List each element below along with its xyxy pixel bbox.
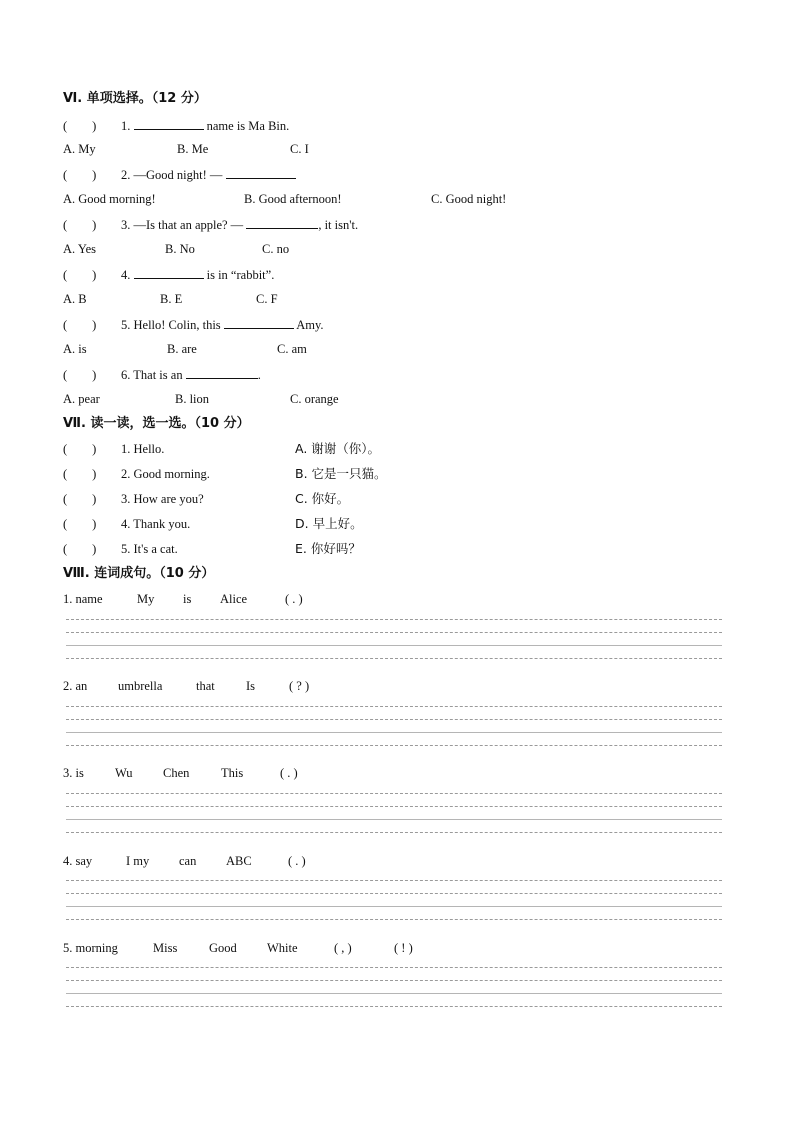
chinese-meaning: D. 早上好。 [295, 516, 363, 531]
section6-title: Ⅵ. 单项选择。（12 分） [63, 91, 207, 106]
option-a[interactable]: A. is [63, 342, 87, 356]
scrambled-word: This [221, 766, 244, 780]
guide-line [66, 645, 722, 646]
option-a[interactable]: A. Yes [63, 242, 97, 256]
question-number: 2. [121, 168, 131, 182]
chinese-meaning: C. 你好。 [295, 491, 350, 506]
scrambled-word: that [196, 679, 215, 693]
guide-line [66, 1006, 722, 1007]
answer-paren[interactable]: ( ) [63, 368, 97, 382]
option-b[interactable]: B. E [160, 292, 183, 306]
answer-paren[interactable]: ( ) [63, 168, 97, 182]
answer-paren[interactable]: ( ) [63, 318, 97, 332]
question-text-pre: That is an [130, 368, 183, 382]
answer-paren[interactable]: ( ) [63, 517, 97, 531]
guide-line [66, 619, 722, 620]
fill-blank[interactable] [224, 316, 294, 329]
question-text-pre: —Is that an apple? — [130, 218, 244, 232]
scrambled-word: Miss [153, 941, 178, 955]
scrambled-word: ( ! ) [394, 941, 413, 955]
answer-paren[interactable]: ( ) [63, 268, 97, 282]
question-number: 6. [121, 368, 131, 382]
question-6 [63, 366, 261, 383]
match-row [63, 516, 190, 532]
scrambled-word: Wu [115, 766, 133, 780]
question-text-post: name is Ma Bin. [203, 119, 290, 133]
guide-line [66, 993, 722, 994]
chinese-meaning: E. 你好吗？ [295, 541, 361, 556]
option-c[interactable]: C. no [262, 242, 290, 256]
option-a[interactable]: A. My [63, 142, 96, 156]
guide-line [66, 793, 722, 794]
chinese-meaning: B. 它是一只猫。 [295, 466, 387, 481]
guide-line [66, 893, 722, 894]
fill-blank[interactable] [186, 366, 258, 379]
scrambled-word: I my [126, 854, 150, 868]
chinese-meaning: A. 谢谢（你）。 [295, 441, 381, 456]
question-text-pre: Hello! Colin, this [130, 318, 221, 332]
question-text-pre: —Good night! — [130, 168, 223, 182]
question-1 [63, 117, 289, 134]
guide-line [66, 706, 722, 707]
guide-line [66, 980, 722, 981]
question-text-post: is in “rabbit”. [203, 268, 275, 282]
scrambled-word: ( ? ) [289, 679, 310, 693]
scrambled-word: 2. an [63, 679, 88, 693]
fill-blank[interactable] [134, 117, 204, 130]
guide-line [66, 880, 722, 881]
writing-lines[interactable] [66, 967, 722, 1011]
match-row [63, 466, 210, 482]
option-b[interactable]: B. lion [175, 392, 210, 406]
scrambled-word: Alice [220, 592, 248, 606]
scrambled-word: 4. say [63, 854, 93, 868]
answer-paren[interactable]: ( ) [63, 442, 97, 456]
option-c[interactable]: C. F [256, 292, 278, 306]
question-text-post: , it isn't. [318, 218, 359, 232]
match-row [63, 491, 204, 507]
english-sentence: 4. Thank you. [121, 517, 191, 531]
scrambled-word: ( . ) [288, 854, 306, 868]
guide-line [66, 806, 722, 807]
answer-paren[interactable]: ( ) [63, 492, 97, 506]
scrambled-word: Chen [163, 766, 190, 780]
guide-line [66, 919, 722, 920]
question-number: 5. [121, 318, 131, 332]
scrambled-word: ( . ) [280, 766, 298, 780]
question-number: 1. [121, 119, 131, 133]
scrambled-word: 3. is [63, 766, 84, 780]
guide-line [66, 819, 722, 820]
option-b[interactable]: B. are [167, 342, 197, 356]
scrambled-word: Good [209, 941, 237, 955]
question-2 [63, 166, 296, 183]
option-a[interactable]: A. Good morning! [63, 192, 156, 206]
guide-line [66, 906, 722, 907]
scrambled-word: can [179, 854, 197, 868]
question-text-post: . [257, 368, 261, 382]
question-number: 3. [121, 218, 131, 232]
match-row [63, 441, 164, 457]
guide-line [66, 732, 722, 733]
match-row [63, 541, 178, 557]
option-b[interactable]: B. Good afternoon! [244, 192, 342, 206]
option-c[interactable]: C. am [277, 342, 307, 356]
guide-line [66, 632, 722, 633]
guide-line [66, 658, 722, 659]
option-b[interactable]: B. Me [177, 142, 209, 156]
fill-blank[interactable] [226, 166, 296, 179]
answer-paren[interactable]: ( ) [63, 542, 97, 556]
question-text-post: Amy. [293, 318, 324, 332]
question-4 [63, 266, 274, 283]
question-5 [63, 316, 324, 333]
scrambled-word: is [183, 592, 192, 606]
option-c[interactable]: C. Good night! [431, 192, 507, 206]
guide-line [66, 832, 722, 833]
english-sentence: 3. How are you? [121, 492, 204, 506]
scrambled-word: Is [246, 679, 256, 693]
section8-title: Ⅷ. 连词成句。（10 分） [63, 566, 215, 581]
guide-line [66, 719, 722, 720]
writing-lines[interactable] [66, 619, 722, 663]
section7-title: Ⅶ. 读一读，选一选。（10 分） [63, 416, 250, 431]
writing-lines[interactable] [66, 706, 722, 750]
guide-line [66, 745, 722, 746]
option-c[interactable]: C. I [290, 142, 309, 156]
scrambled-word: umbrella [118, 679, 163, 693]
scrambled-word: 5. morning [63, 941, 118, 955]
english-sentence: 1. Hello. [121, 442, 165, 456]
scrambled-word: 1. name [63, 592, 103, 606]
option-b[interactable]: B. No [165, 242, 195, 256]
question-3 [63, 216, 358, 233]
scrambled-word: ( . ) [285, 592, 303, 606]
writing-lines[interactable] [66, 880, 722, 924]
scrambled-word: White [267, 941, 298, 955]
writing-lines[interactable] [66, 793, 722, 837]
scrambled-word: ( , ) [334, 941, 352, 955]
answer-paren[interactable]: ( ) [63, 119, 97, 133]
english-sentence: 2. Good morning. [121, 467, 210, 481]
option-c[interactable]: C. orange [290, 392, 339, 406]
scrambled-word: ABC [226, 854, 252, 868]
fill-blank[interactable] [246, 216, 318, 229]
answer-paren[interactable]: ( ) [63, 218, 97, 232]
fill-blank[interactable] [134, 266, 204, 279]
answer-paren[interactable]: ( ) [63, 467, 97, 481]
option-a[interactable]: A. pear [63, 392, 100, 406]
guide-line [66, 967, 722, 968]
question-number: 4. [121, 268, 131, 282]
english-sentence: 5. It's a cat. [121, 542, 178, 556]
scrambled-word: My [137, 592, 155, 606]
option-a[interactable]: A. B [63, 292, 87, 306]
